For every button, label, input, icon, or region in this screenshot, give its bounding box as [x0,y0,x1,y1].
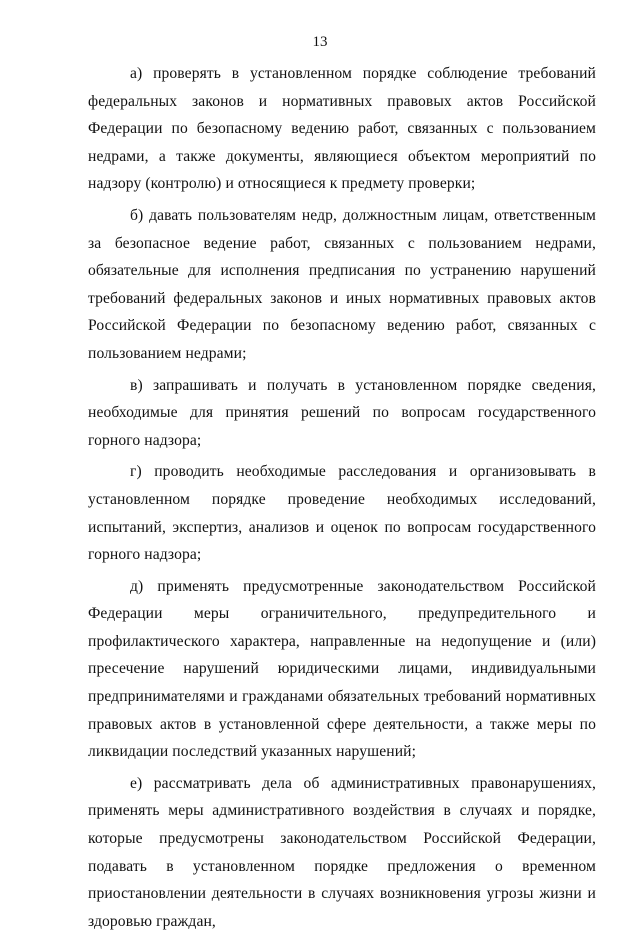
paragraph-b: б) давать пользователям недр, должностным лицам, ответственным за безопасное ведение работ, связанных с пользованием недрами, обязательные для исполнения предписания по устранению нарушений требований федеральных законов и иных нормативных правовых актов Российской Федерации по безопасному ведению работ, связанных с пользованием недрами; [88,206,596,362]
document-body [88,60,596,939]
paragraph-g: г) проводить необходимые расследования и организовывать в установленном порядке проведение необходимых исследований, испытаний, экспертиз, анализов и оценок по вопросам государственного горного надзора; [88,463,596,564]
page-number: 13 [312,34,328,50]
paragraph-v: в) запрашивать и получать в установленном порядке сведения, необходимые для принятия решений по вопросам государственного горного надзора; [88,376,596,449]
paragraph-a: а) проверять в установленном порядке соблюдение требований федеральных законов и нормативных правовых актов Российской Федерации по безопасному ведению работ, связанных с пользованием недрами, а также документы, являющиеся объектом мероприятий по надзору (контролю) и относящиеся к предмету проверки; [88,65,596,193]
paragraph-d: д) применять предусмотренные законодательством Российской Федерации меры ограничительного, предупредительного и профилактического характера, направленные на недопущение и (или) пресечение нарушений юридическими лицами, индивидуальными предпринимателями и гражданами обязательных требований нормативных правовых актов в установленной сфере деятельности, а также меры по ликвидации последствий указанных нарушений; [88,577,596,761]
paragraph-e: е) рассматривать дела об административных правонарушениях, применять меры административного воздействия в случаях и порядке, которые предусмотрены законодательством Российской Федерации, подавать в установленном порядке предложения о временном приостановлении деятельности в случаях возникновения угрозы жизни и здоровью граждан, [88,774,596,930]
